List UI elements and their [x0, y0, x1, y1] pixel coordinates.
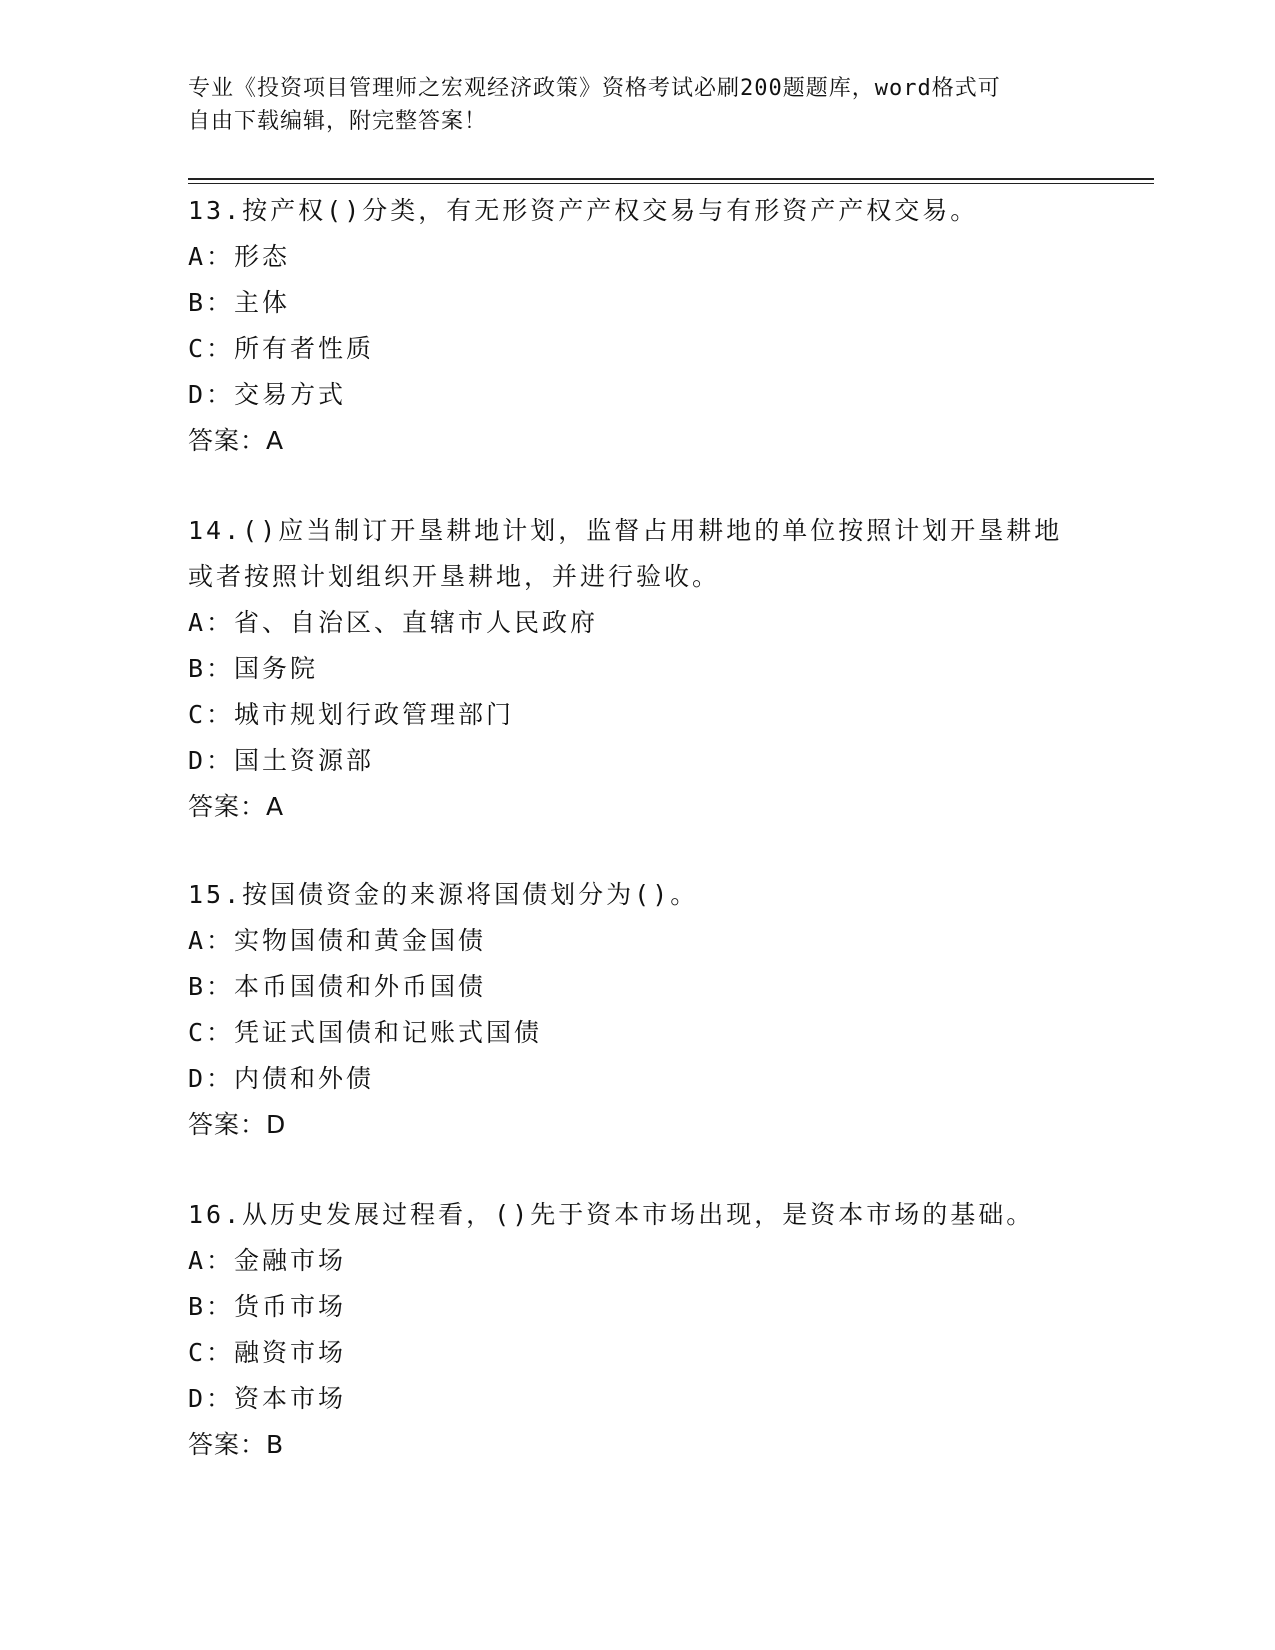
option-a: A：实物国债和黄金国债 [188, 926, 487, 955]
answer-label: 答案：B [188, 1430, 285, 1459]
header-line-1: 专业《投资项目管理师之宏观经济政策》资格考试必刷200题题库，word格式可 [188, 76, 1001, 101]
option-d: D：交易方式 [188, 380, 347, 409]
option-b: B：国务院 [188, 654, 319, 683]
header-divider-thin [188, 183, 1154, 184]
document-header [188, 72, 1088, 138]
option-c: C：城市规划行政管理部门 [188, 700, 515, 729]
question-stem-continued: 或者按照计划组织开垦耕地，并进行验收。 [188, 562, 721, 591]
question-stem: 15.按国债资金的来源将国债划分为()。 [188, 880, 699, 909]
answer-label: 答案：A [188, 792, 285, 821]
answer-label: 答案：A [188, 426, 285, 455]
option-d: D：国土资源部 [188, 746, 375, 775]
option-a: A：省、自治区、直辖市人民政府 [188, 608, 599, 637]
question-15 [188, 872, 1088, 1148]
option-d: D：内债和外债 [188, 1064, 375, 1093]
option-b: B：本币国债和外币国债 [188, 972, 487, 1001]
option-a: A：金融市场 [188, 1246, 347, 1275]
question-14 [188, 508, 1088, 830]
option-c: C：融资市场 [188, 1338, 347, 1367]
option-b: B：主体 [188, 288, 291, 317]
question-stem: 14.()应当制订开垦耕地计划，监督占用耕地的单位按照计划开垦耕地 [188, 516, 1063, 545]
question-stem: 13.按产权()分类，有无形资产产权交易与有形资产产权交易。 [188, 196, 979, 225]
option-b: B：货币市场 [188, 1292, 347, 1321]
question-16 [188, 1192, 1088, 1468]
option-c: C：凭证式国债和记账式国债 [188, 1018, 543, 1047]
answer-label: 答案：D [188, 1110, 287, 1139]
header-line-2: 自由下载编辑，附完整答案！ [188, 109, 488, 134]
question-stem: 16.从历史发展过程看，()先于资本市场出现，是资本市场的基础。 [188, 1200, 1035, 1229]
header-divider-thick [188, 178, 1154, 180]
question-13 [188, 188, 1088, 464]
option-c: C：所有者性质 [188, 334, 375, 363]
option-d: D：资本市场 [188, 1384, 347, 1413]
option-a: A：形态 [188, 242, 291, 271]
